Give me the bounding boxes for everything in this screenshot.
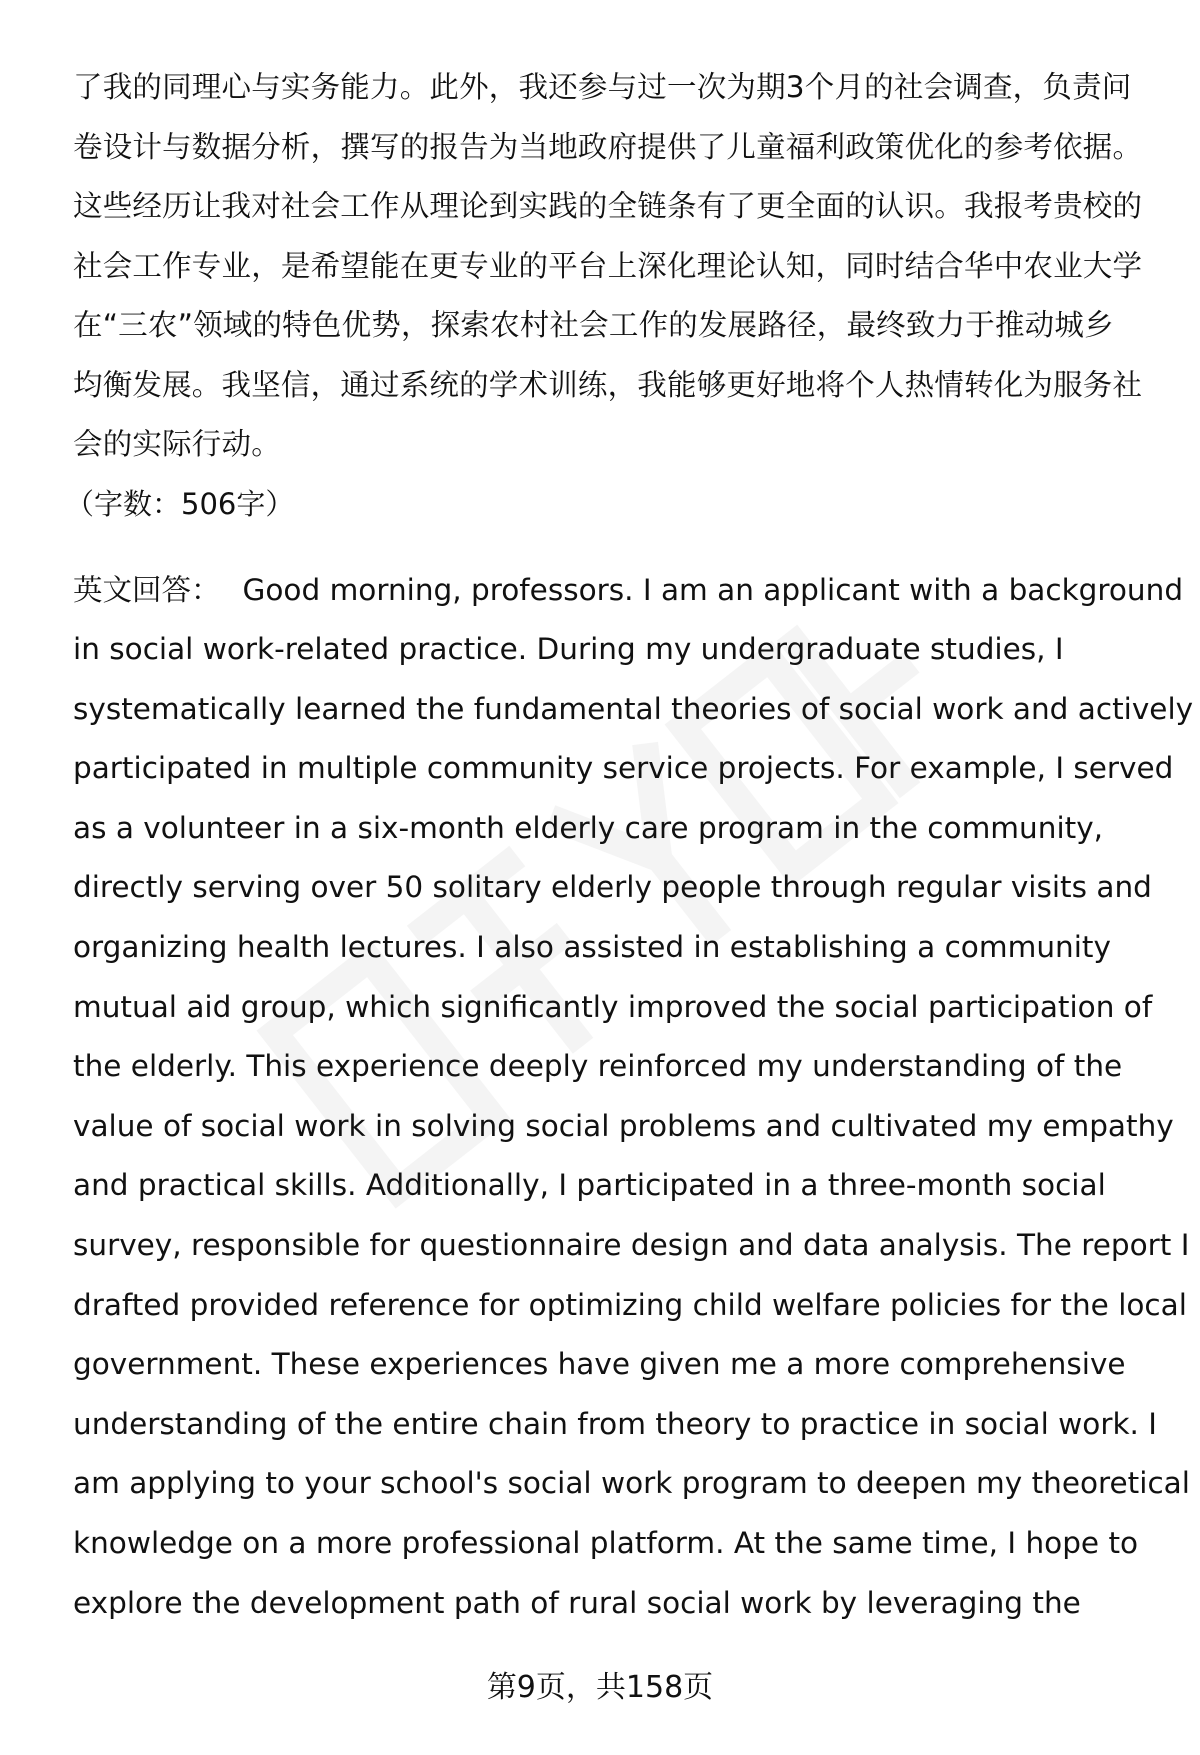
english-answer-line: participated in multiple community service projects. For example, I served bbox=[73, 751, 1174, 786]
word-count: （字数：506字） bbox=[65, 486, 295, 521]
english-answer-line: the elderly. This experience deeply reinforced my understanding of the bbox=[73, 1049, 1123, 1084]
english-answer-line: am applying to your school's social work program to deepen my theoretical bbox=[73, 1466, 1190, 1501]
page-indicator: 第9页，共158页 bbox=[486, 1670, 714, 1705]
chinese-answer-line: 均衡发展。我坚信，通过系统的学术训练，我能够更好地将个人热情转化为服务社 bbox=[73, 367, 1143, 402]
english-answer-line: government. These experiences have given me a more comprehensive bbox=[73, 1347, 1126, 1382]
english-answer-line: Good morning, professors. I am an applicant with a background bbox=[242, 572, 1184, 607]
english-answer-label: 英文回答： bbox=[73, 572, 221, 607]
chinese-answer-line: 卷设计与数据分析，撰写的报告为当地政府提供了儿童福利政策优化的参考依据。 bbox=[73, 129, 1143, 164]
page-content bbox=[65, 58, 1194, 1633]
page-footer bbox=[0, 1668, 1200, 1708]
chinese-answer-line: 在“三农”领域的特色优势，探索农村社会工作的发展路径，最终致力于推动城乡 bbox=[73, 308, 1114, 342]
english-answer-line: explore the development path of rural social work by leveraging the bbox=[73, 1585, 1081, 1620]
chinese-answer-line: 这些经历让我对社会工作从理论到实践的全链条有了更全面的认识。我报考贵校的 bbox=[73, 189, 1143, 223]
english-answer-line: value of social work in solving social problems and cultivated my empathy bbox=[73, 1108, 1174, 1143]
english-answer-line: and practical skills. Additionally, I participated in a three-month social bbox=[73, 1168, 1106, 1203]
english-answer-line: directly serving over 50 solitary elderly people through regular visits and bbox=[73, 870, 1152, 905]
english-answer-line: systematically learned the fundamental theories of social work and actively bbox=[73, 691, 1194, 726]
english-answer-line: organizing health lectures. I also assisted in establishing a community bbox=[73, 930, 1111, 965]
english-answer-first-line bbox=[73, 561, 1184, 621]
english-answer-line: survey, responsible for questionnaire design and data analysis. The report I bbox=[73, 1228, 1190, 1263]
english-answer-line: mutual aid group, which significantly improved the social participation of bbox=[73, 989, 1153, 1024]
chinese-answer-line: 会的实际行动。 bbox=[73, 427, 281, 461]
english-answer-line: as a volunteer in a six-month elderly care program in the community, bbox=[73, 810, 1104, 845]
english-answer-line: drafted provided reference for optimizing child welfare policies for the local bbox=[73, 1287, 1187, 1322]
english-answer-paragraph bbox=[73, 561, 1194, 1634]
chinese-answer-line: 了我的同理心与实务能力。此外，我还参与过一次为期3个月的社会调查，负责问 bbox=[73, 70, 1132, 104]
chinese-answer-paragraph bbox=[73, 58, 1153, 475]
english-answer-line: in social work-related practice. During my undergraduate studies, I bbox=[73, 632, 1064, 667]
english-answer-line: knowledge on a more professional platform. At the same time, I hope to bbox=[73, 1526, 1139, 1560]
english-answer-line: understanding of the entire chain from theory to practice in social work. I bbox=[73, 1406, 1158, 1441]
chinese-answer-line: 社会工作专业，是希望能在更专业的平台上深化理论认知，同时结合华中农业大学 bbox=[73, 248, 1143, 283]
